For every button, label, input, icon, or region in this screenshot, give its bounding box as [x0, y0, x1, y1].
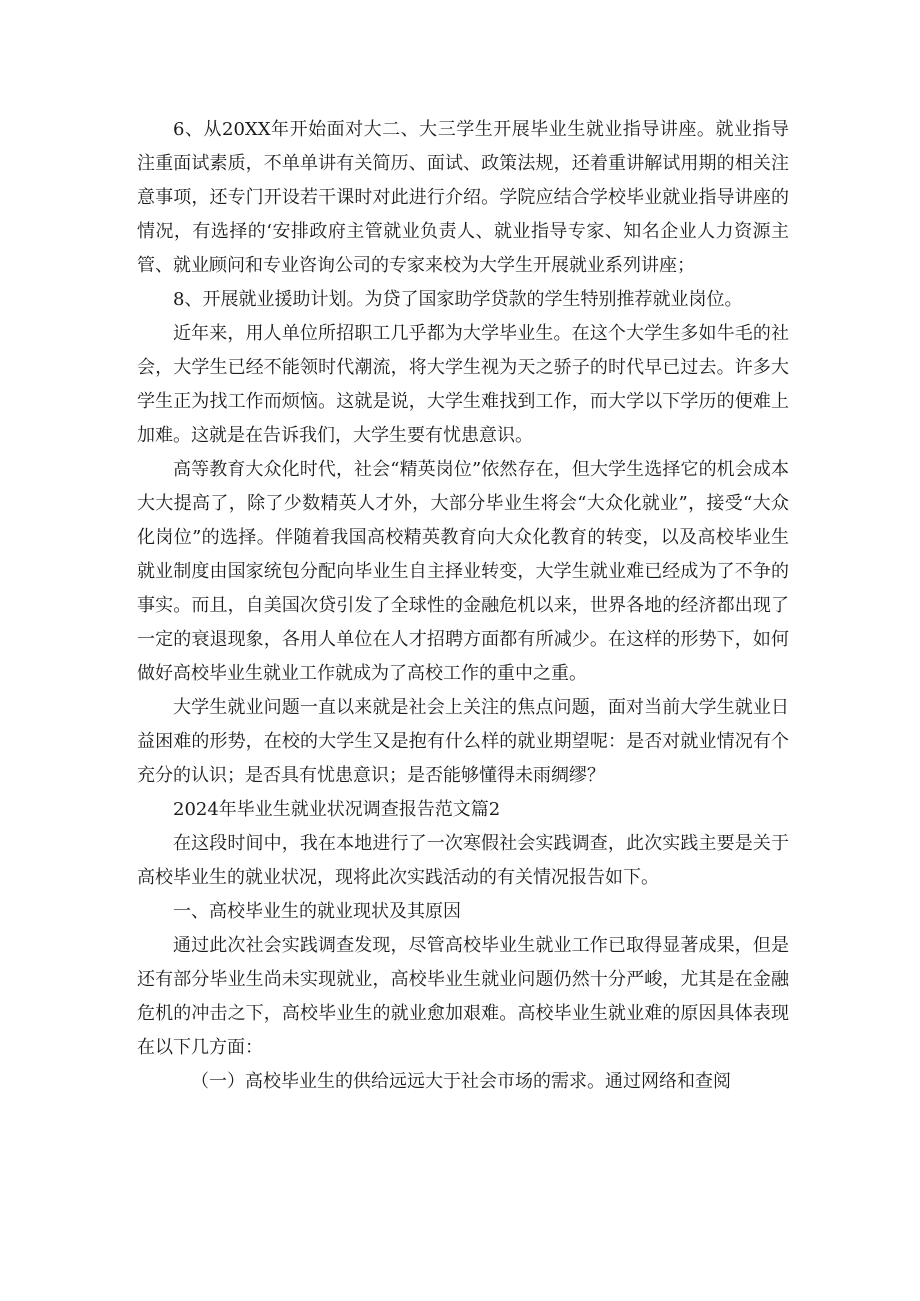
- document-body: [137, 113, 789, 1099]
- paragraph-employment-assistance: 8、开展就业援助计划。为贷了国家助学贷款的学生特别推荐就业岗位。: [173, 289, 743, 310]
- section-heading-report-2: 2024年毕业生就业状况调查报告范文篇2: [173, 799, 501, 820]
- paragraph-survey-findings: 通过此次社会实践调查发现，尽管高校毕业生就业工作已取得显著成果，但是还有部分毕业生尚未实现就业，高校毕业生就业问题仍然十分严峻，尤其是在金融危机的冲击之下，高校毕业生的就业愈加艰难。高校毕业生就业难的原因具体表现在以下几方面：: [137, 935, 789, 1058]
- paragraph-lecture-series: 6、从20XX年开始面对大二、大三学生开展毕业生就业指导讲座。就业指导注重面试素质，不单单讲有关简历、面试、政策法规，还着重讲解试用期的相关注意事项，还专门开设若干课时对此进行介绍。学院应结合学校毕业就业指导讲座的情况，有选择的‘安排政府主管就业负责人、就业指导专家、知名企业人力资源主管、就业顾问和专业咨询公司的专家来校为大学生开展就业系列讲座；: [137, 119, 789, 276]
- paragraph-employment-issue: 大学生就业问题一直以来就是社会上关注的焦点问题，面对当前大学生就业日益困难的形势，在校的大学生又是抱有什么样的就业期望呢：是否对就业情况有个充分的认识；是否具有忧患意识；是否能够懂得未雨绸缪？: [137, 697, 789, 786]
- paragraph-supply-demand: （一）高校毕业生的供给远远大于社会市场的需求。通过网络和查阅: [191, 1071, 731, 1092]
- paragraph-survey-intro: 在这段时间中，我在本地进行了一次寒假社会实践调查，此次实践主要是关于高校毕业生的就业状况，现将此次实践活动的有关情况报告如下。: [137, 833, 789, 888]
- paragraph-mass-education: 高等教育大众化时代，社会“精英岗位”依然存在，但大学生选择它的机会成本大大提高了，除了少数精英人才外，大部分毕业生将会“大众化就业”，接受“大众化岗位”的选择。伴随着我国高校精英教育向大众化教育的转变，以及高校毕业生就业制度由国家统包分配向毕业生自主择业转变，大学生就业难已经成为了不争的事实。而且，自美国次贷引发了全球性的金融危机以来，世界各地的经济都出现了一定的衰退现象，各用人单位在人才招聘方面都有所减少。在这样的形势下，如何做好高校毕业生就业工作就成为了高校工作的重中之重。: [137, 459, 789, 684]
- paragraph-recent-years: 近年来，用人单位所招职工几乎都为大学毕业生。在这个大学生多如牛毛的社会，大学生已经不能领时代潮流，将大学生视为天之骄子的时代早已过去。许多大学生正为找工作而烦恼。这就是说，大学生难找到工作，而大学以下学历的便难上加难。这就是在告诉我们，大学生要有忧患意识。: [137, 323, 789, 446]
- subheading-current-status: 一、高校毕业生的就业现状及其原因: [173, 901, 461, 922]
